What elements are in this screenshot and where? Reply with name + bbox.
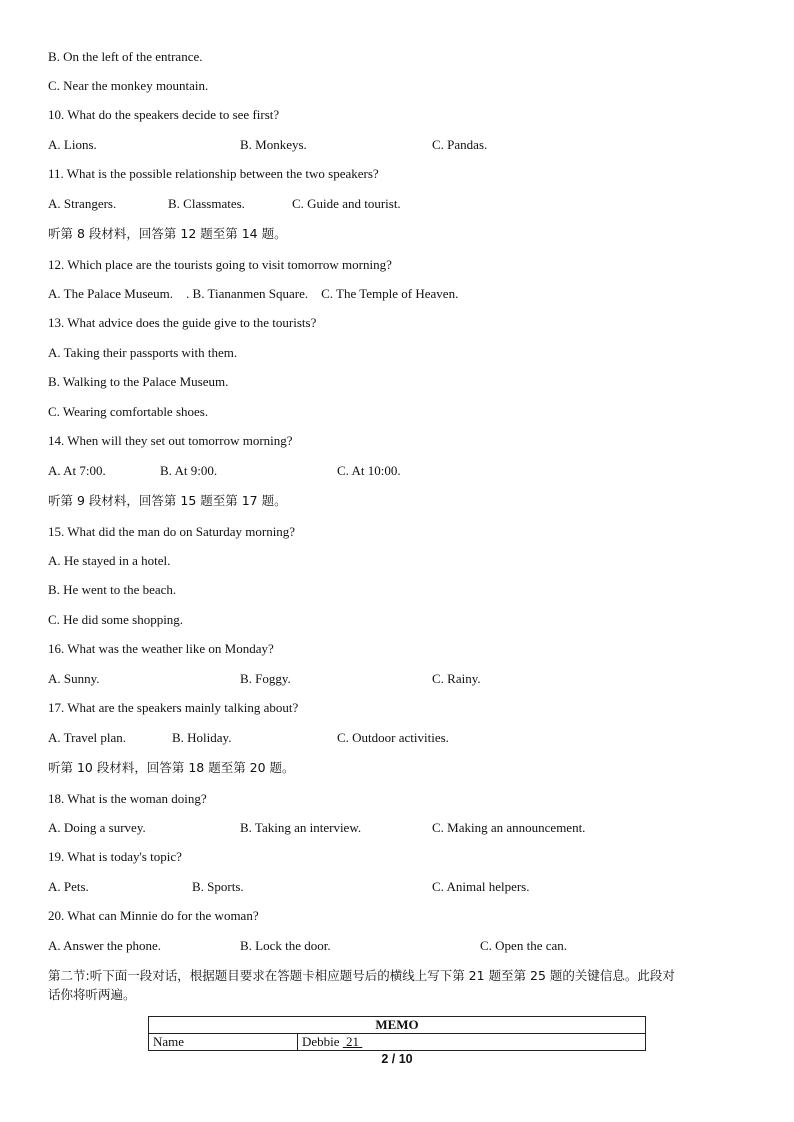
option-b: B. Monkeys. bbox=[240, 137, 307, 152]
question-17: 17. What are the speakers mainly talking about? bbox=[48, 700, 299, 715]
option-b: B. Holiday. bbox=[172, 730, 232, 745]
memo-row-label: Name bbox=[149, 1034, 298, 1051]
question-12-options: A. The Palace Museum. . B. Tiananmen Square. C. The Temple of Heaven. bbox=[48, 286, 459, 301]
option-c: C. Making an announcement. bbox=[432, 820, 586, 835]
option-c: C. Rainy. bbox=[432, 671, 481, 686]
section-heading-8: 听第 8 段材料，回答第 12 题至第 14 题。 bbox=[48, 226, 287, 241]
question-20: 20. What can Minnie do for the woman? bbox=[48, 908, 259, 923]
memo-table bbox=[148, 1016, 646, 1051]
option-c: C. At 10:00. bbox=[337, 463, 401, 478]
page-number: 2 / 10 bbox=[381, 1052, 413, 1066]
option-c: C. Animal helpers. bbox=[432, 879, 530, 894]
option-b: B. Sports. bbox=[192, 879, 244, 894]
option-b: B. Foggy. bbox=[240, 671, 291, 686]
option-line: B. On the left of the entrance. bbox=[48, 49, 203, 64]
option-a: A. Answer the phone. bbox=[48, 938, 162, 953]
option-a: A. Travel plan. bbox=[48, 730, 126, 745]
option-a: A. Pets. bbox=[48, 879, 89, 894]
blank-number: 21 bbox=[346, 1034, 360, 1049]
option-b: B. At 9:00. bbox=[160, 463, 218, 478]
option-b: B. Classmates. bbox=[168, 196, 245, 211]
option-c: C. Guide and tourist. bbox=[292, 196, 401, 211]
option-b: B. Walking to the Palace Museum. bbox=[48, 374, 229, 389]
option-c: C. He did some shopping. bbox=[48, 612, 184, 627]
memo-name-value: Debbie bbox=[302, 1034, 340, 1049]
option-a: A. Taking their passports with them. bbox=[48, 345, 238, 360]
memo-row-value bbox=[298, 1034, 646, 1051]
question-18: 18. What is the woman doing? bbox=[48, 791, 207, 806]
question-15: 15. What did the man do on Saturday morning? bbox=[48, 524, 296, 539]
question-16: 16. What was the weather like on Monday? bbox=[48, 641, 274, 656]
option-b: B. Taking an interview. bbox=[240, 820, 362, 835]
option-c: C. Pandas. bbox=[432, 137, 488, 152]
option-line: C. Near the monkey mountain. bbox=[48, 78, 209, 93]
memo-title: MEMO bbox=[149, 1017, 646, 1034]
question-10: 10. What do the speakers decide to see first? bbox=[48, 107, 280, 122]
option-a: A. Strangers. bbox=[48, 196, 117, 211]
option-c: C. Open the can. bbox=[480, 938, 568, 953]
option-c: C. Wearing comfortable shoes. bbox=[48, 404, 209, 419]
option-b: B. Lock the door. bbox=[240, 938, 331, 953]
option-c: C. Outdoor activities. bbox=[337, 730, 449, 745]
question-14: 14. When will they set out tomorrow morning? bbox=[48, 433, 293, 448]
question-13: 13. What advice does the guide give to the tourists? bbox=[48, 315, 317, 330]
section-heading-9: 听第 9 段材料，回答第 15 题至第 17 题。 bbox=[48, 493, 287, 508]
question-12: 12. Which place are the tourists going to visit tomorrow morning? bbox=[48, 257, 392, 272]
section-heading-10: 听第 10 段材料，回答第 18 题至第 20 题。 bbox=[48, 760, 295, 775]
option-a: A. At 7:00. bbox=[48, 463, 106, 478]
option-b: B. He went to the beach. bbox=[48, 582, 177, 597]
answer-blank-21 bbox=[343, 1034, 363, 1049]
question-11: 11. What is the possible relationship between the two speakers? bbox=[48, 166, 379, 181]
option-a: A. Sunny. bbox=[48, 671, 100, 686]
option-a: A. Doing a survey. bbox=[48, 820, 146, 835]
part-two-instructions-cont: 话你将听两遍。 bbox=[48, 987, 136, 1002]
option-a: A. Lions. bbox=[48, 137, 97, 152]
part-two-instructions: 第二节:听下面一段对话，根据题目要求在答题卡相应题号后的横线上写下第 21 题至第 25 题的关键信息。此段对 bbox=[48, 968, 675, 983]
question-19: 19. What is today's topic? bbox=[48, 849, 182, 864]
option-a: A. He stayed in a hotel. bbox=[48, 553, 171, 568]
